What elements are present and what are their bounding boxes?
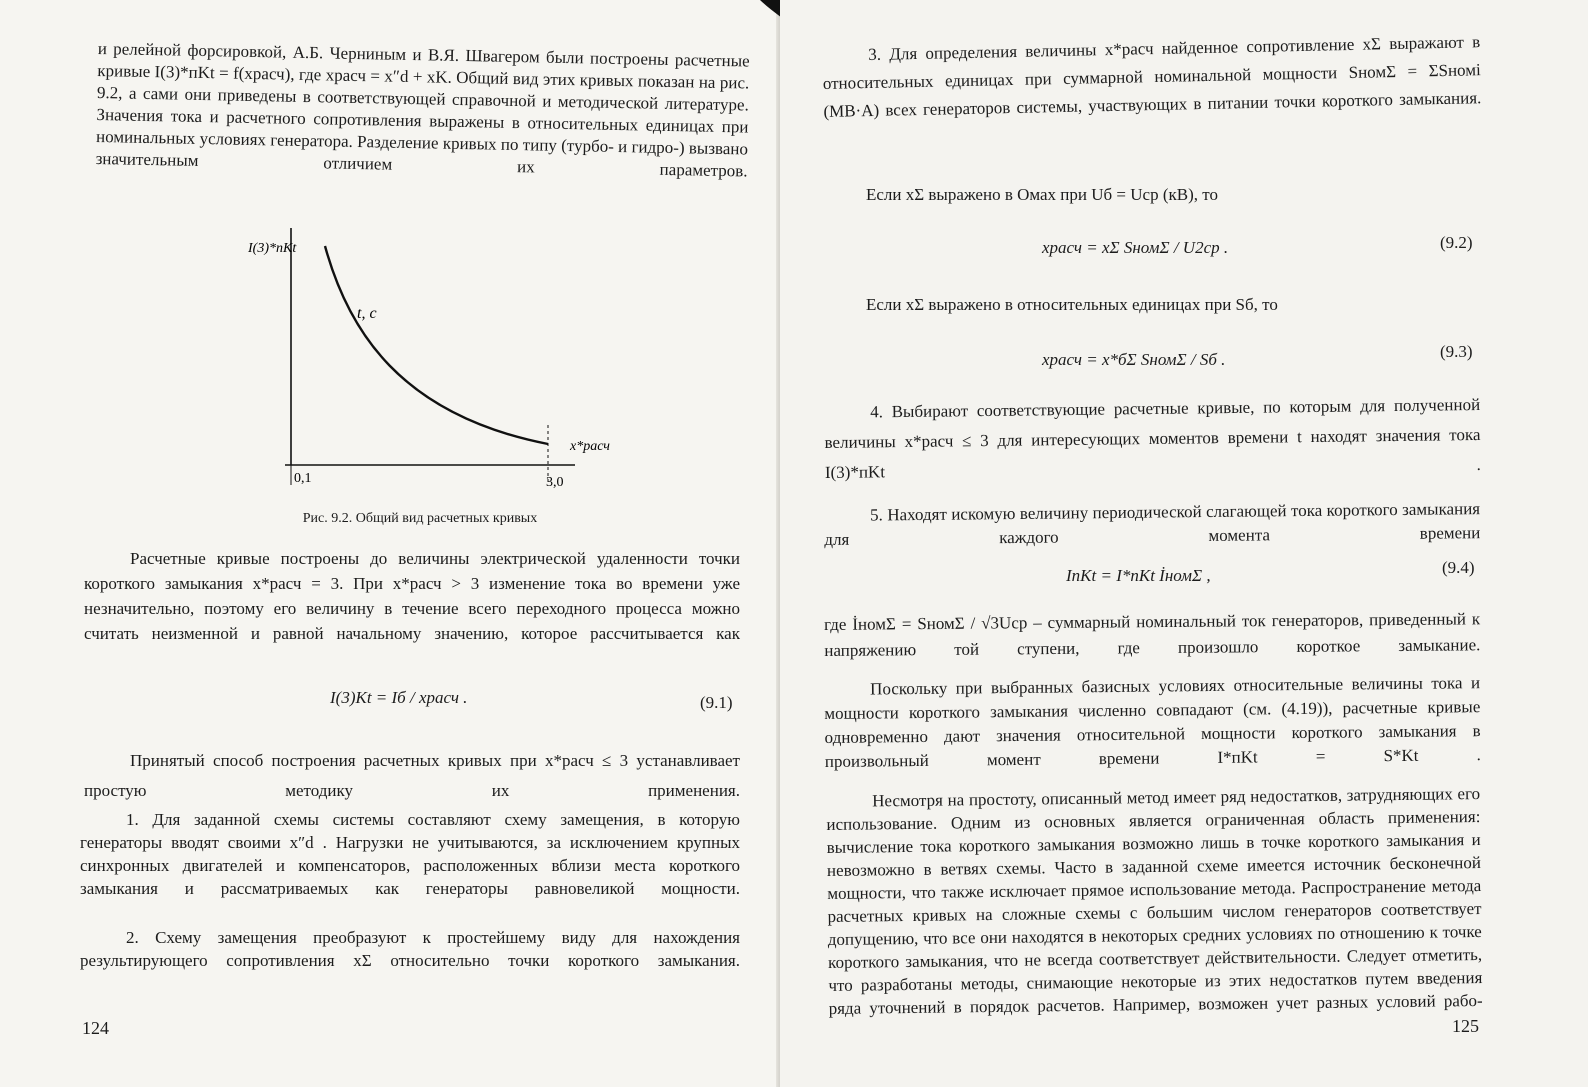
figure-9-2-chart bbox=[230, 220, 650, 510]
right-page bbox=[780, 0, 1588, 1087]
equation-9-3: xрасч = x*бΣ SномΣ / Sб . bbox=[1042, 350, 1226, 369]
right-paragraph-5: 5. Находят искомую величину периодической слагающей тока короткого замыкания для каждого момента времени bbox=[824, 499, 1481, 549]
right-paragraph-4: 4. Выбирают соответствующие расчетные кривые, по которым для полученной величины x*расч ≤ 3 для интересующих моментов времени t находят значения тока I(3)*пKt . bbox=[824, 394, 1481, 482]
right-paragraph-1: 3. Для определения величины x*расч найденное сопротивление xΣ выражают в относительных единицах при суммарной номинальной мощности SномΣ = ΣSномi (МВ·А) всех генераторов системы, участвующих в питании точки короткого замыкания. bbox=[822, 32, 1482, 121]
left-paragraph-2: Расчетные кривые построены до величины электрической удаленности точки короткого замыкания x*расч = 3. При x*расч > 3 изменение тока во времени уже незначительно, поэтому его величину в течение всего переходного процесса можно считать неизменной и равной начальному значению, которое рассчитывается как bbox=[84, 549, 740, 643]
x-tick-max: 3,0 bbox=[546, 475, 564, 490]
left-paragraph-3: Принятый способ построения расчетных кривых при x*расч ≤ 3 устанавливает простую методику их применения. bbox=[84, 751, 740, 800]
right-paragraph-3: Если xΣ выражено в относительных единицах при Sб, то bbox=[866, 295, 1278, 314]
left-page bbox=[0, 0, 780, 1087]
right-paragraph-8: Несмотря на простоту, описанный метод имеет ряд недостатков, затрудняющих его использование. Одним из основных является ограниченная область применения: вычисление тока короткого замыкания возможно лишь в точке короткого замыкания и невозможно в ветвях схемы. Часто в заданной схеме имеется источник бесконечной мощности, что также исключает прямое использование метода. Распространение метода расчетных кривых на сложные схемы с большим числом генераторов соответствует допущению, что все они находятся в некоторых средних условиях по отношению к точке короткого замыкания, что не всегда соответствует действительности. Следует отметить, что разработаны методы, снимающие некоторые из этих недостатков путем введения ряда уточнений в порядок расчетов. Например, возможен учет разных условий рабо- bbox=[826, 784, 1483, 1018]
left-page-number: 124 bbox=[82, 1018, 109, 1038]
figure-caption: Рис. 9.2. Общий вид расчетных кривых bbox=[302, 511, 538, 526]
right-page-number: 125 bbox=[1452, 1016, 1479, 1036]
equation-9-3-number: (9.3) bbox=[1440, 342, 1473, 361]
right-paragraph-6: где İномΣ = SномΣ / √3Uср – суммарный номинальный ток генераторов, приведенный к напряжению той ступени, где произошло короткое замыкание. bbox=[824, 609, 1481, 660]
equation-9-4: IпKt = I*пKt İномΣ , bbox=[1066, 566, 1211, 585]
curve-label: t, c bbox=[357, 305, 377, 322]
equation-9-2-number: (9.2) bbox=[1440, 233, 1473, 252]
y-axis-label: I(3)*пKt bbox=[248, 241, 297, 256]
left-paragraph-5: 2. Схему замещения преобразуют к простейшему виду для нахождения результирующего сопротивления xΣ относительно точки короткого замыкания. bbox=[80, 928, 740, 970]
equation-9-4-number: (9.4) bbox=[1442, 558, 1475, 577]
x-axis-label: x*расч bbox=[570, 439, 610, 454]
equation-9-2: xрасч = xΣ SномΣ / U2ср . bbox=[1042, 238, 1229, 257]
left-paragraph-4: 1. Для заданной схемы системы составляют схему замещения, в которую генераторы вводят своими x″d . Нагрузки не учитываются, за исключением крупных синхронных двигателей и компенсаторов, расположенных вблизи места короткого замыкания и рассматриваемых как генераторы равновеликой мощности. bbox=[80, 810, 740, 898]
right-paragraph-7: Поскольку при выбранных базисных условиях относительные величины тока и мощности короткого замыкания численно совпадают (см. (4.19)), расчетные кривые одновременно дают значения относительной мощности короткого замыкания в произвольный момент времени I*пKt = S*Kt . bbox=[824, 673, 1481, 771]
equation-9-1-number: (9.1) bbox=[700, 693, 733, 712]
calculation-curve bbox=[325, 246, 548, 444]
right-paragraph-2: Если xΣ выражено в Омах при Uб = Uср (кВ), то bbox=[866, 185, 1218, 204]
left-paragraph-1: и релейной форсировкой, А.Б. Черниным и В.Я. Швагером были построены расчетные кривые I(3)*пKt = f(xрасч), где xрасч = x″d + xK. Общий вид этих кривых показан на рис. 9.2, а сами они приведены в соответствующей справочной и методической литературе. Значения тока и расчетного сопротивления выражены в относительных единицах при номинальных условиях генератора. Разделение кривых по типу (турбо- и гидро-) вызвано значительным отличием их параметров. bbox=[95, 38, 750, 181]
x-tick-min: 0,1 bbox=[294, 471, 312, 486]
equation-9-1: I(3)Kt = Iб / xрасч . bbox=[330, 688, 468, 707]
